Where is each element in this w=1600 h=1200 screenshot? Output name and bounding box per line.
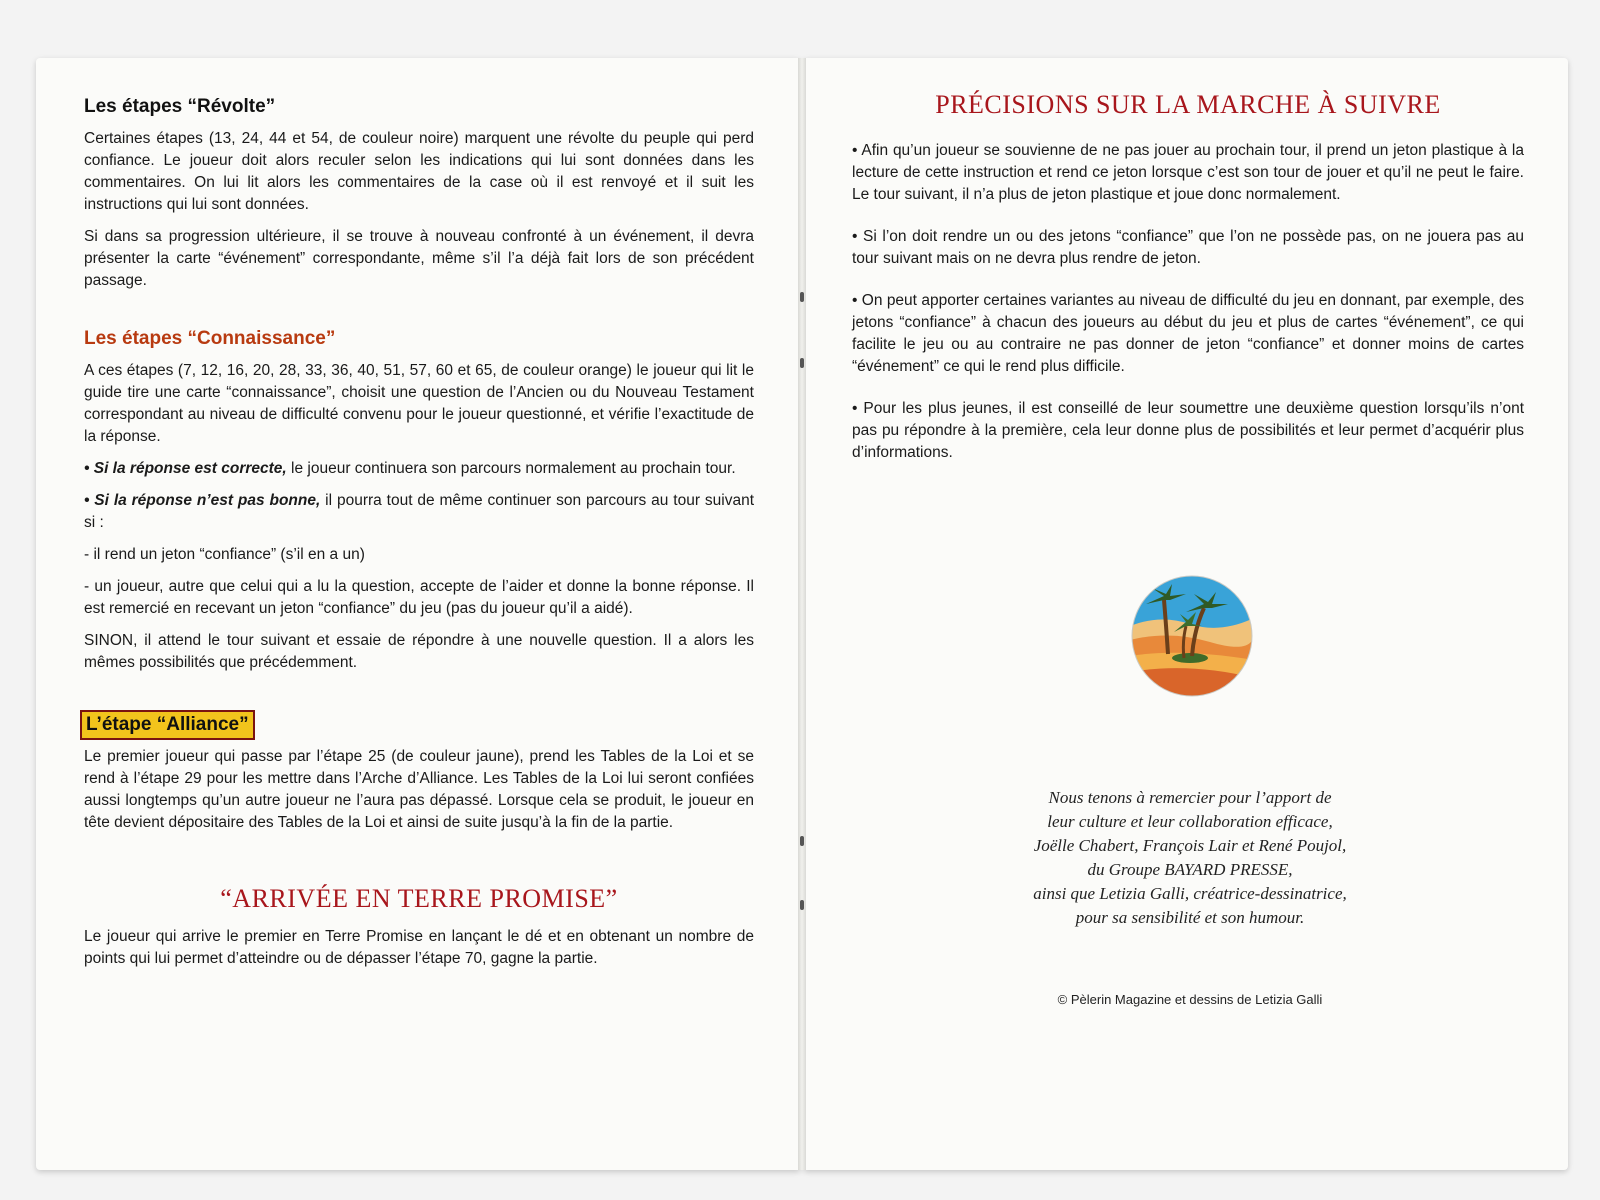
credits-line: Joëlle Chabert, François Lair et René Poujol,: [1033, 836, 1347, 855]
connaissance-heading: Les étapes “Connaissance”: [84, 328, 336, 349]
correct-answer-lead: • Si la réponse est correcte,: [84, 460, 287, 477]
revolte-paragraph-2: Si dans sa progression ultérieure, il se trouve à nouveau confronté à un événement, il devra présenter la carte “événement” correspondante, même s’il l’a déjà fait lors de son précédent passage.: [84, 228, 754, 289]
option-2: - un joueur, autre que celui qui a lu la question, accepte de l’aider et donne la bonne réponse. Il est remercié en recevant un jeton “confiance” du jeu (pas du joueur qu’il a aidé).: [84, 578, 754, 617]
sinon-paragraph: SINON, il attend le tour suivant et essaie de répondre à une nouvelle question. Il a alors les mêmes possibilités que précédemment.: [84, 632, 754, 671]
credits-line: pour sa sensibilité et son humour.: [1075, 908, 1305, 927]
arrivee-paragraph: Le joueur qui arrive le premier en Terre Promise en lançant le dé et en obtenant un nombre de points qui lui permet d’atteindre ou de dépasser l’étape 70, gagne la partie.: [84, 928, 754, 967]
connaissance-paragraph-1: A ces étapes (7, 12, 16, 20, 28, 33, 36, 40, 51, 57, 60 et 65, de couleur orange) le joueur qui lit le guide tire une carte “connaissance”, choisit une question de l’Ancien ou du Nouveau Testament correspondant au niveau de difficulté convenu pour le joueur questionné, et vérifie l’exactitude de la réponse.: [84, 362, 754, 445]
precisions-title: PRÉCISIONS SUR LA MARCHE À SUIVRE: [935, 90, 1441, 119]
section-arrivee: [84, 884, 754, 970]
wrong-answer-lead: • Si la réponse n’est pas bonne,: [84, 492, 321, 509]
staple: [800, 292, 804, 302]
correct-answer-rule: [84, 458, 754, 480]
credits-line: Nous tenons à remercier pour l’apport de: [1048, 788, 1332, 807]
credits-line: leur culture et leur collaboration efficace,: [1047, 812, 1333, 831]
credits-line: du Groupe BAYARD PRESSE,: [1087, 860, 1293, 879]
arrivee-heading: “ARRIVÉE EN TERRE PROMISE”: [220, 884, 618, 913]
alliance-paragraph: Le premier joueur qui passe par l’étape 25 (de couleur jaune), prend les Tables de la Loi et se rend à l’étape 29 pour les mettre dans l’Arche d’Alliance. Les Tables de la Loi lui seront confiées aussi longtemps qu’un autre joueur ne l’aura pas dépassé. Lorsque cela se produit, le joueur en tête devient dépositaire des Tables de la Loi et ainsi de suite jusqu’à la fin de la partie.: [84, 748, 754, 831]
correct-answer-text: le joueur continuera son parcours normalement au prochain tour.: [286, 460, 736, 477]
section-connaissance: [84, 328, 754, 674]
precision-bullet-2: • Si l’on doit rendre un ou des jetons “confiance” que l’on ne possède pas, on ne jouera pas au tour suivant mais on ne devra plus rendre de jeton.: [852, 228, 1524, 267]
credits-block: [900, 786, 1480, 930]
staple: [800, 900, 804, 910]
staple: [800, 358, 804, 368]
left-column: [84, 96, 754, 980]
credits-line: ainsi que Letizia Galli, créatrice-dessinatrice,: [1033, 884, 1347, 903]
alliance-heading: L’étape “Alliance”: [80, 710, 255, 740]
section-revolte: [84, 96, 754, 292]
copyright-notice: © Pèlerin Magazine et dessins de Letizia Galli: [1057, 992, 1323, 1007]
section-alliance: [84, 710, 754, 834]
wrong-answer-text: il pourra tout de même continuer son parcours au tour suivant si :: [84, 492, 754, 531]
oasis-palm-logo: [1130, 574, 1254, 698]
precision-bullet-1: • Afin qu’un joueur se souvienne de ne pas jouer au prochain tour, il prend un jeton plastique à la lecture de cette instruction et rend ce jeton lorsque c’est son tour de jouer et qu’il ne peut le faire. Le tour suivant, il n’a plus de jeton plastique et joue donc normalement.: [852, 142, 1524, 203]
precision-bullet-4: • Pour les plus jeunes, il est conseillé de leur soumettre une deuxième question lorsqu’ils n’ont pas pu répondre à la première, cela leur donne plus de possibilités et leur permet d’acquérir plus d’informations.: [852, 400, 1524, 461]
precision-bullet-3: • On peut apporter certaines variantes au niveau de difficulté du jeu en donnant, par exemple, des jetons “confiance” à chacun des joueurs au début du jeu et plus de cartes “événement”, ce qui facilite le jeu ou au contraire ne pas donner de jeton “confiance” et donner moins de cartes “événement” ce qui le rend plus difficile.: [852, 292, 1524, 375]
wrong-answer-rule: [84, 490, 754, 534]
option-1: - il rend un jeton “confiance” (s’il en a un): [84, 546, 365, 563]
staple: [800, 836, 804, 846]
right-column: [852, 90, 1524, 484]
revolte-paragraph-1: Certaines étapes (13, 24, 44 et 54, de couleur noire) marquent une révolte du peuple qui perd confiance. Le joueur doit alors reculer selon les indications qui lui sont données dans les commentaires. On lui lit alors les commentaires de la case où il est renvoyé et il suit les instructions qui lui sont données.: [84, 130, 754, 213]
revolte-heading: Les étapes “Révolte”: [84, 96, 276, 117]
booklet-spine: [798, 58, 806, 1170]
